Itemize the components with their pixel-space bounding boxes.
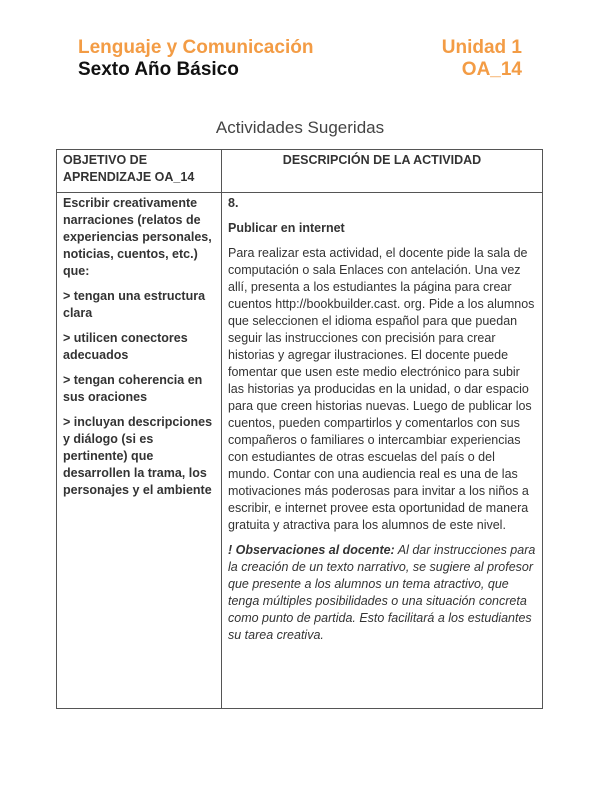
column-header-description: DESCRIPCIÓN DE LA ACTIVIDAD (222, 150, 543, 193)
oa-code-label: OA_14 (461, 59, 522, 80)
grade-title: Sexto Año Básico (78, 59, 239, 80)
section-title: Actividades Sugeridas (215, 118, 385, 137)
header-row-1 (78, 37, 522, 59)
subject-title: Lenguaje y Comunicación (78, 37, 314, 58)
table-row (57, 193, 543, 709)
activity-body: Para realizar esta actividad, el docente pide la sala de computación o sala Enlaces con antelación. Una vez allí, presenta a los estudiantes la página para crear cuentos http://bookbuilder.cast. org. Pide a los alumnos que seleccionen el idioma español para que puedan seguir las instrucciones con precisión para crear historias y agregar ilustraciones. El docente puede fomentar que usen este medio electrónico para subir las historias ya producidas en la unidad, o dar espacio para que creen historias nuevas. Luego de publicar los cuentos, pueden compartirlos y comentarlos con sus compañeros o familiares o intercambiar experiencias con estudiantes de otras escuelas del país o del mundo. Contar con una audiencia real es una de las motivaciones más poderosas para invitar a los niños a escribir, e internet provee esta oportunidad de manera gratuita y atractiva para los alumnos de este nivel. (228, 246, 535, 532)
observations-label: ! Observaciones al docente: (228, 543, 395, 557)
column-header-objective: OBJETIVO DE APRENDIZAJE OA_14 (57, 150, 222, 193)
objective-intro: Escribir creativamente narraciones (relatos de experiencias personales, noticias, cuentos, etc.) que: (63, 196, 212, 278)
activity-number: 8. (228, 196, 239, 210)
objective-cell (57, 193, 222, 709)
page-header (78, 37, 522, 81)
observations-text: Al dar instrucciones para la creación de un texto narrativo, se sugiere al profesor que presente a los alumnos un tema atractivo, que tenga múltiples posibilidades o una situación concreta como punto de partida. Esto facilitará a los estudiantes su tarea creativa. (228, 543, 536, 642)
unit-label: Unidad 1 (441, 37, 522, 58)
objective-item: > tengan una estructura clara (63, 289, 206, 320)
objective-item: > incluyan descripciones y diálogo (si es pertinente) que desarrollen la trama, los personajes y el ambiente (63, 415, 213, 497)
header-row-2 (78, 59, 522, 81)
objective-item: > tengan coherencia en sus oraciones (63, 373, 203, 404)
description-cell (222, 193, 543, 709)
table-header-row (57, 150, 543, 193)
activity-table (56, 149, 543, 709)
activity-title: Publicar en internet (228, 221, 345, 235)
observations-paragraph (228, 542, 536, 644)
objective-item: > utilicen conectores adecuados (63, 331, 188, 362)
